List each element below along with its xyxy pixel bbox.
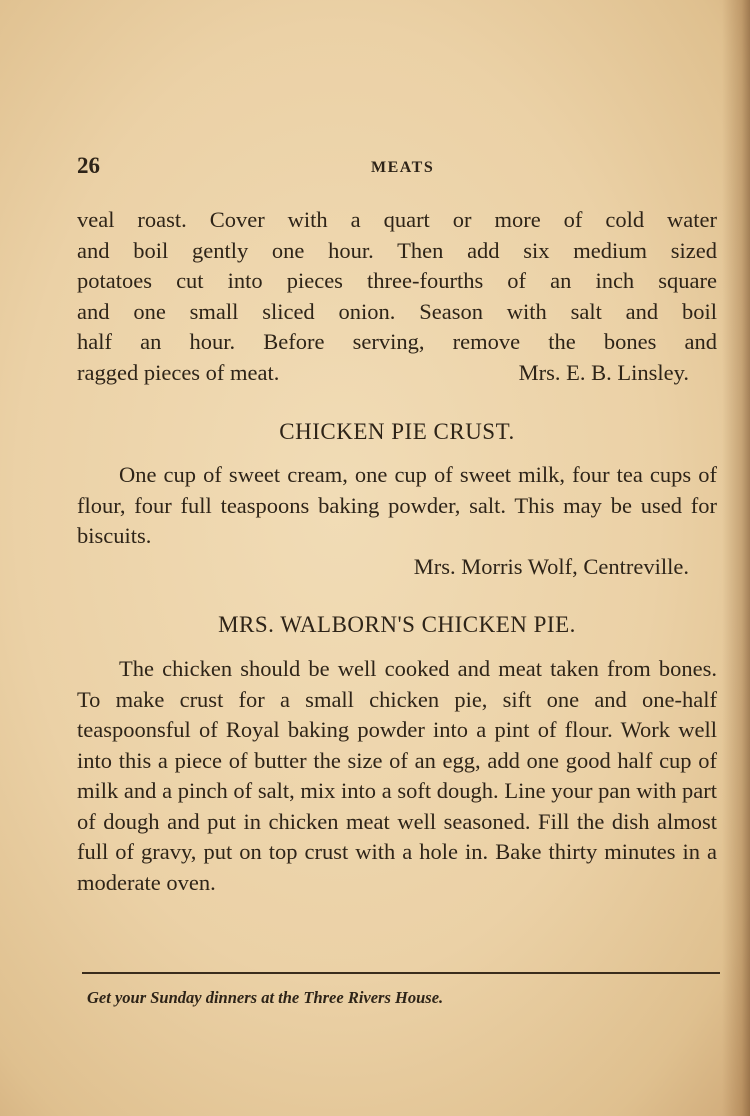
recipe-signature: Mrs. E. B. Linsley. (518, 359, 689, 385)
text-line: half an hour. Before serving, remove the bones and (77, 329, 717, 354)
text-line: and one small sliced onion. Season with salt and boil (77, 298, 717, 324)
recipe-continuation (77, 205, 717, 388)
page-header (77, 153, 717, 183)
text-line-with-signature (77, 358, 717, 389)
recipe-title: MRS. WALBORN'S CHICKEN PIE. (218, 612, 576, 637)
page-edge-shadow (722, 0, 750, 1116)
footer-advert: Get your Sunday dinners at the Three Rivers House. (87, 988, 444, 1007)
text-line: potatoes cut into pieces three-fourths of an inch square (77, 268, 717, 293)
page-number: 26 (77, 153, 100, 178)
footer-rule (82, 972, 720, 974)
text-line: veal roast. Cover with a quart or more of cold water (77, 207, 717, 232)
recipe-body (77, 460, 717, 582)
recipe-body (77, 654, 717, 898)
recipe-paragraph: One cup of sweet cream, one cup of sweet milk, four tea cups of flour, four full teaspoons baking powder, salt. This may be used for biscuits. (77, 462, 717, 548)
text-line: and boil gently one hour. Then add six medium sized (77, 237, 717, 263)
recipe-title: CHICKEN PIE CRUST. (279, 419, 515, 444)
text-line: ragged pieces of meat. (77, 359, 280, 385)
running-head: MEATS (371, 159, 435, 176)
recipe-paragraph: The chicken should be well cooked and meat taken from bones. To make crust for a small chicken pie, sift one and one-half teaspoonsful of Royal baking powder into a pint of flour. Work well into this a piece of butter the size of an egg, add one good half cup of milk and a pinch of salt, mix into a soft dough. Line your pan with part of dough and put in chicken meat well seasoned. Fill the dish almost full of gravy, put on top crust with a hole in. Bake thirty minutes in a moderate oven. (77, 656, 717, 895)
recipe-signature: Mrs. Morris Wolf, Centreville. (413, 553, 689, 579)
